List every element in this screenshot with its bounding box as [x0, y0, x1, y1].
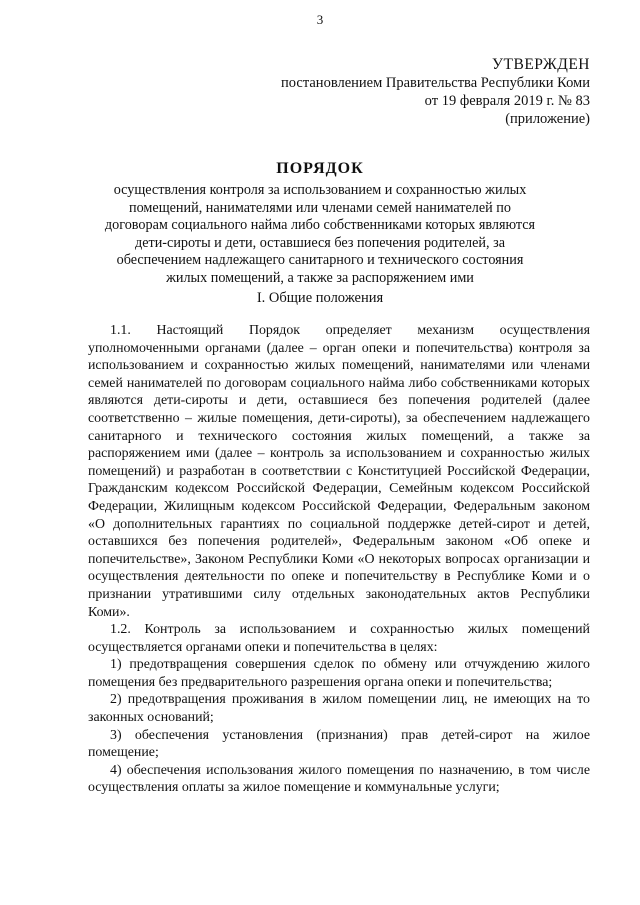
page-number: 3	[316, 12, 324, 27]
list-item-4: 4) обеспечения использования жилого помещения по назначению, в том числе осуществления оплаты за жилое помещение и коммунальные услуги;	[88, 762, 590, 796]
document-body	[88, 322, 590, 797]
approval-line-1: постановлением Правительства Республики Коми	[281, 75, 590, 91]
paragraph-1-1: 1.1. Настоящий Порядок определяет механизм осуществления уполномоченными органами (далее – орган опеки и попечительства) контроля за использованием и сохранностью жилых помещений, нанимателями или членами семей нанимателей по договорам социального найма либо собственниками которых являются дети-сироты и дети, оставшиеся без попечения родителей (далее соответственно – жилые помещения, дети-сироты), за обеспечением надлежащего санитарного и технического состояния жилых помещений, а также за распоряжением ими (далее – контроль за использованием и сохранностью жилых помещений) и разработан в соответствии с Конституцией Российской Федерации, Гражданским кодексом Российской Федерации, Семейным кодексом Российской Федерации, Жилищным кодексом Российской Федерации, Федеральным законом «О дополнительных гарантиях по социальной поддержке детей-сирот и детей, оставшихся без попечения родителей», Федеральным законом «Об опеке и попечительстве», Законом Республики Коми «О некоторых вопросах организации и осуществления деятельности по опеке и попечительству в Республике Коми и о признании утратившими силу отдельных законодательных актов Республики Коми».	[88, 323, 590, 620]
section-heading: I. Общие положения	[256, 290, 384, 306]
document-subtitle: осуществления контроля за использованием и сохранностью жилых помещений, нанимателями или членами семей нанимателей по договорам социального найма либо собственниками которых являются дети-сироты и дети, оставшиеся без попечения родителей, за обеспечением надлежащего санитарного и технического состояния жилых помещений, а также за распоряжением ими	[104, 182, 536, 286]
document-title: ПОРЯДОК	[276, 160, 364, 177]
list-item-1: 1) предотвращения совершения сделок по обмену или отчуждению жилого помещения без предварительного разрешения органа опеки и попечительства;	[88, 657, 590, 690]
approval-line-3: (приложение)	[505, 111, 590, 127]
approval-line-2: от 19 февраля 2019 г. № 83	[424, 93, 590, 109]
list-item-3: 3) обеспечения установления (признания) прав детей-сирот на жилое помещение;	[88, 727, 590, 761]
approval-stamp-title: УТВЕРЖДЕН	[492, 56, 590, 73]
list-item-2: 2) предотвращения проживания в жилом помещении лиц, не имеющих на то законных оснований;	[88, 692, 590, 726]
approval-block	[281, 56, 590, 128]
paragraph-1-2: 1.2. Контроль за использованием и сохранностью жилых помещений осуществляется органами опеки и попечительства в целях:	[88, 622, 590, 655]
